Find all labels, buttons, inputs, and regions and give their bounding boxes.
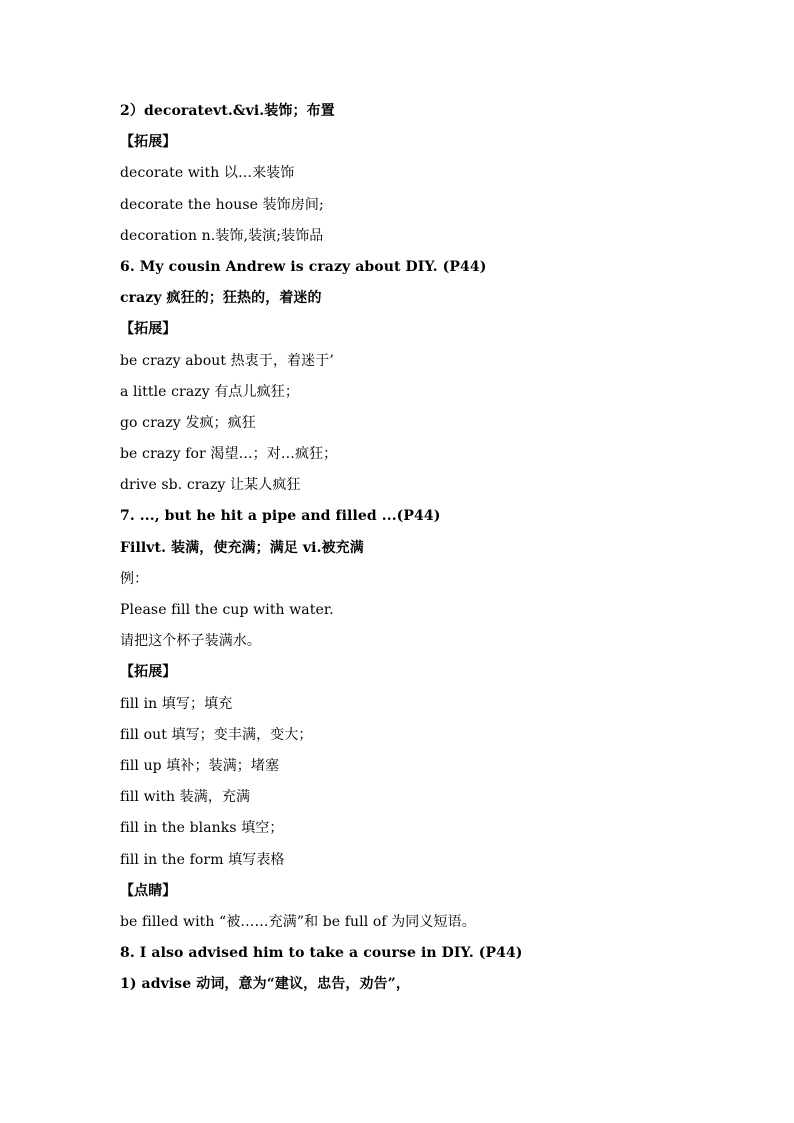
example-sentence-chinese: 请把这个杯子装满水。 <box>120 633 261 650</box>
section-label-extension: 【拓展】 <box>120 664 177 681</box>
section-label-extension: 【拓展】 <box>120 134 177 151</box>
phrase-line: fill in the form 填写表格 <box>120 851 285 868</box>
phrase-line: fill in 填写；填充 <box>120 695 233 712</box>
item-crazy-definition: crazy 疯狂的；狂热的，着迷的 <box>120 290 322 307</box>
phrase-line: go crazy 发疯；疯狂 <box>120 414 256 431</box>
phrase-line: a little crazy 有点儿疯狂； <box>120 383 299 400</box>
phrase-line: fill out 填写；变丰满，变大； <box>120 726 313 743</box>
phrase-line: decoration n.装饰,装演;装饰品 <box>120 227 324 244</box>
phrase-line: decorate with 以…来装饰 <box>120 165 295 182</box>
phrase-line: be crazy about 热衷于，着迷于’ <box>120 352 334 369</box>
item-decorate-definition: 2）decoratevt.&vi.装饰；布置 <box>120 103 335 119</box>
phrase-line: decorate the house 装饰房间; <box>120 196 324 213</box>
phrase-line: drive sb. crazy 让某人疯狂 <box>120 477 301 494</box>
section-label-tip: 【点睛】 <box>120 882 177 899</box>
tip-text: be filled with “被……充满”和 be full of 为同义短语。 <box>120 913 476 930</box>
item-advise-definition: 1) advise 动词，意为“建议，忠告，劝告”， <box>120 976 410 993</box>
item-heading-7: 7. ..., but he hit a pipe and filled ...(P44) <box>120 508 441 525</box>
section-label-extension: 【拓展】 <box>120 321 177 338</box>
phrase-line: fill up 填补；装满；堵塞 <box>120 757 280 774</box>
example-label: 例： <box>120 570 149 587</box>
document-body <box>120 96 720 1000</box>
phrase-line: fill in the blanks 填空； <box>120 820 284 837</box>
phrase-line: fill with 装满，充满 <box>120 789 251 806</box>
item-heading-8: 8. I also advised him to take a course in DIY. (P44) <box>120 945 523 962</box>
item-fill-definition: Fillvt. 装满，使充满；满足 vi.被充满 <box>120 539 364 556</box>
item-heading-6: 6. My cousin Andrew is crazy about DIY. (P44) <box>120 258 487 275</box>
phrase-line: be crazy for 渴望…；对…疯狂； <box>120 446 338 463</box>
example-sentence-english: Please fill the cup with water. <box>120 602 334 618</box>
